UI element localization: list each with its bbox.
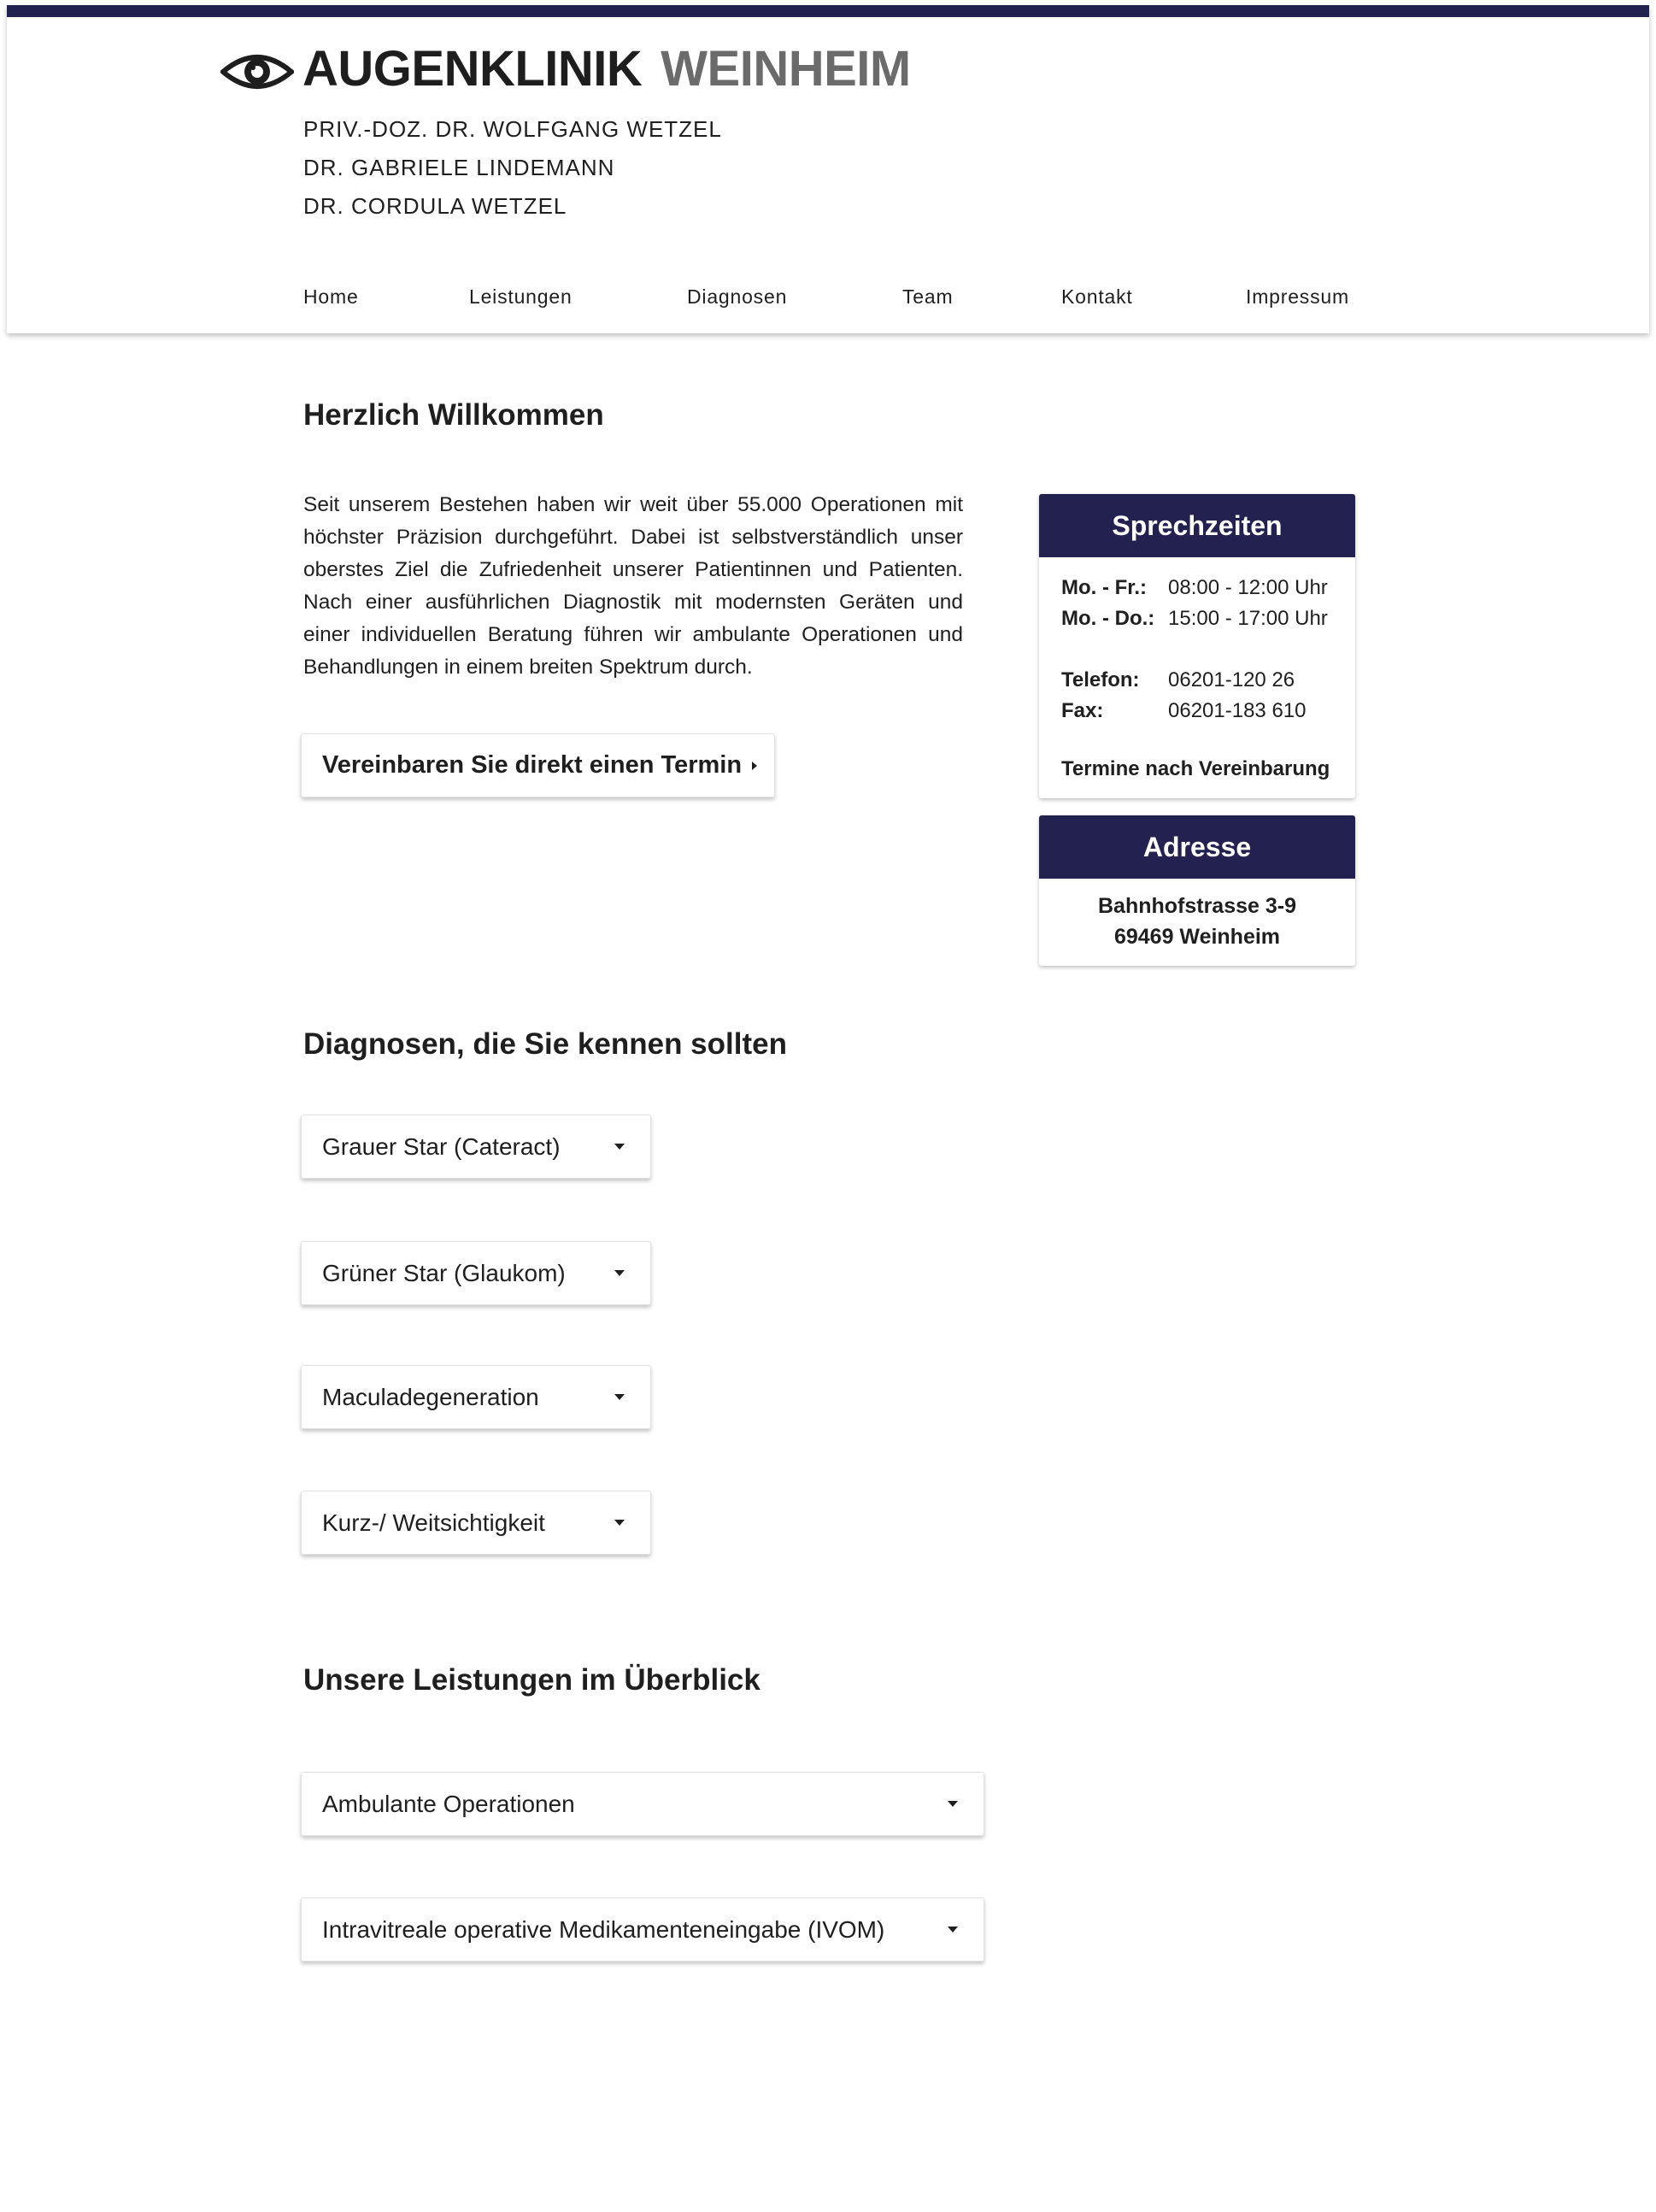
welcome-text: Seit unserem Bestehen haben wir weit über 55.000 Operationen mit höchster Präzision durchgeführt. Dabei ist selbstverständlich unser oberstes Ziel die Zufriedenheit unserer Patientinnen und Patienten. Nach einer ausführlichen Diagnostik mit modernsten Geräten und einer individuellen Beratung führen wir ambulante Operationen und Behandlungen in einem breiten Spektrum durch. (303, 493, 963, 679)
service-label: Ambulante Operationen (322, 1790, 575, 1817)
service-dropdown[interactable] (301, 1897, 984, 1962)
chevron-right-icon (752, 762, 757, 770)
service-label: Intravitreale operative Medikamenteneingabe (IVOM) (322, 1915, 885, 1943)
caret-down-icon (614, 1144, 625, 1150)
doctor-name: PRIV.-DOZ. DR. WOLFGANG WETZEL (303, 116, 722, 142)
welcome-heading: Herzlich Willkommen (303, 398, 604, 432)
doctor-name: DR. GABRIELE LINDEMANN (303, 155, 615, 180)
appointment-button[interactable] (301, 733, 775, 797)
site-title-primary: AUGENKLINIK (302, 41, 643, 97)
fax-value: 06201-183 610 (1168, 699, 1307, 722)
appointment-button-label: Vereinbaren Sie direkt einen Termin (322, 751, 743, 779)
nav-home[interactable]: Home (303, 285, 359, 308)
diagnosis-label: Grüner Star (Glaukom) (322, 1259, 566, 1286)
eye-icon (220, 50, 294, 94)
diagnosis-dropdown[interactable] (301, 1365, 651, 1429)
phone-value[interactable]: 06201-120 26 (1168, 668, 1295, 691)
diagnosis-dropdown[interactable] (301, 1241, 651, 1305)
caret-down-icon (614, 1270, 625, 1276)
address-card (1039, 815, 1355, 966)
caret-down-icon (614, 1394, 625, 1400)
hours-label: Mo. - Do.: (1061, 607, 1155, 630)
doctor-name: DR. CORDULA WETZEL (303, 193, 567, 219)
hours-value: 15:00 - 17:00 Uhr (1168, 607, 1328, 630)
address-block (1039, 879, 1355, 952)
diagnosis-dropdown[interactable] (301, 1491, 651, 1555)
hours-card (1039, 494, 1355, 798)
address-city: 69469 Weinheim (1113, 925, 1281, 949)
address-heading: Adresse (1039, 815, 1355, 879)
diagnosis-label: Kurz-/ Weitsichtigkeit (322, 1509, 545, 1536)
nav-leistungen[interactable]: Leistungen (469, 285, 573, 308)
appointment-note: Termine nach Vereinbarung (1061, 757, 1330, 780)
hours-row (1061, 607, 1328, 631)
fax-row (1061, 699, 1306, 723)
diagnoses-heading: Diagnosen, die Sie kennen sollten (303, 1027, 787, 1061)
hours-row (1061, 576, 1328, 600)
phone-label: Telefon: (1061, 668, 1140, 691)
diagnosis-label: Maculadegeneration (322, 1383, 539, 1410)
hours-label: Mo. - Fr.: (1061, 576, 1147, 599)
services-heading: Unsere Leistungen im Überblick (303, 1663, 760, 1697)
caret-down-icon (948, 1927, 958, 1933)
caret-down-icon (614, 1520, 625, 1526)
diagnosis-dropdown[interactable] (301, 1115, 651, 1179)
hours-heading: Sprechzeiten (1039, 494, 1355, 557)
nav-team[interactable]: Team (902, 285, 954, 308)
nav-kontakt[interactable]: Kontakt (1061, 285, 1133, 308)
fax-label: Fax: (1061, 699, 1104, 722)
service-dropdown[interactable] (301, 1772, 984, 1836)
diagnosis-label: Grauer Star (Cateract) (322, 1132, 561, 1160)
address-street: Bahnhofstrasse 3-9 (1097, 894, 1297, 918)
site-title[interactable] (302, 41, 911, 98)
nav-diagnosen[interactable]: Diagnosen (687, 285, 788, 308)
phone-row (1061, 668, 1295, 692)
site-title-secondary: WEINHEIM (661, 41, 911, 97)
hours-value: 08:00 - 12:00 Uhr (1168, 576, 1328, 599)
caret-down-icon (948, 1801, 958, 1807)
nav-impressum[interactable]: Impressum (1246, 285, 1349, 308)
